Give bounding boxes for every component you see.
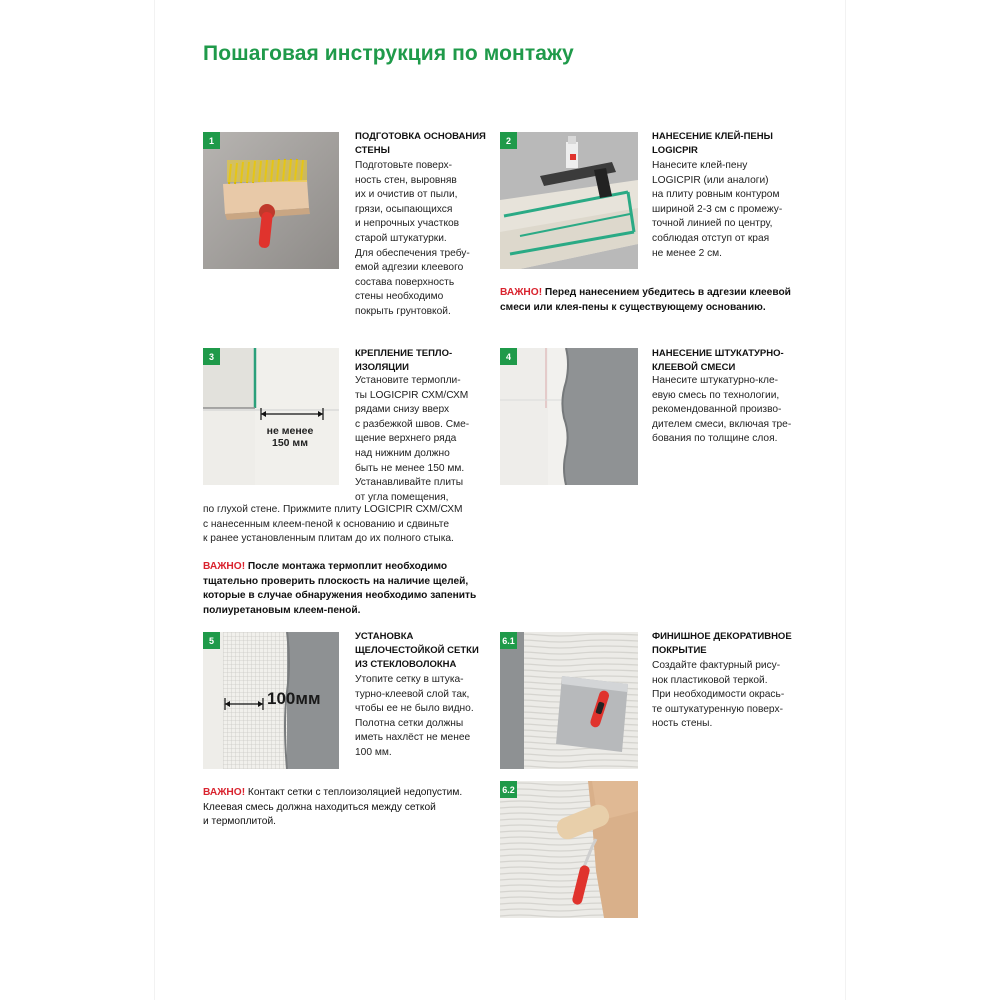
step-3-text: Установите термопли- ты LOGICPIR СХМ/СХМ рядами снизу вверх с разбежкой швов. Сме- щение верхнего ряда над нижним должно быть не менее 150 мм. Устанавливайте плиты от угла помещения, — [355, 375, 470, 503]
step-1-photo — [203, 132, 339, 269]
step-5-badge: 5 — [203, 632, 220, 649]
step-5-text: Утопите сетку в штука- турно-клеевой слой так, чтобы ее не было видно. Полотна сетки должны иметь нахлёст не менее 100 мм. — [355, 674, 474, 758]
step-3-title: КРЕПЛЕНИЕ ТЕПЛО- ИЗОЛЯЦИИ — [355, 348, 453, 373]
foam-gun-icon — [500, 132, 638, 269]
step-6-text: Создайте фактурный рису- нок пластиковой теркой. При необходимости окрась- те оштукатуренную поверх- ность стены. — [652, 660, 785, 730]
step-3-dimension-label: не менее — [266, 425, 314, 437]
insulation-boards-icon — [203, 348, 339, 485]
step-5-dimension-label: 100мм — [267, 689, 321, 708]
warning-label: ВАЖНО! — [500, 287, 543, 298]
step-2-title: НАНЕСЕНИЕ КЛЕЙ-ПЕНЫ LOGICPIR — [652, 131, 773, 156]
step-2-photo — [500, 132, 638, 269]
step-2-warning: ВАЖНО! Перед нанесением убедитесь в адгезии клеевой смеси или клея-пены к существующему основанию. — [500, 287, 791, 313]
step-2-text: Нанесите клей-пену LOGICPIR (или аналоги) на плиту ровным контуром шириной 2-3 см с промежу- точной линией по центру, соблюдая отступ от края не менее 2 см. — [652, 160, 783, 259]
step-4-badge: 4 — [500, 348, 517, 365]
step-6-2-photo — [500, 781, 638, 918]
paint-roller-icon — [500, 781, 638, 918]
svg-text:150 мм: 150 мм — [272, 437, 308, 449]
step-4-text: Нанесите штукатурно-кле- евую смесь по технологии, рекомендованной произво- дителем смеси, включая тре- бования по толщине слоя. — [652, 375, 792, 445]
step-3-warning: ВАЖНО! После монтажа термоплит необходимо тщательно проверить плоскость на наличие щелей, которые в случае обнаружения необходимо запенить полиуретановым клеем-пеной. — [203, 561, 477, 616]
mesh-icon — [203, 632, 339, 769]
plaster-wall-icon — [500, 348, 638, 485]
trowel-icon — [500, 632, 638, 769]
step-5-warning: ВАЖНО! Контакт сетки с теплоизоляцией недопустим. Клеевая смесь должна находиться между сеткой и термоплитой. — [203, 787, 463, 828]
step-5-title: УСТАНОВКА ЩЕЛОЧЕСТОЙКОЙ СЕТКИ ИЗ СТЕКЛОВОЛОКНА — [355, 631, 479, 670]
step-6-title: ФИНИШНОЕ ДЕКОРАТИВНОЕ ПОКРЫТИЕ — [652, 631, 792, 656]
warning-label: ВАЖНО! — [203, 561, 246, 572]
step-2-badge: 2 — [500, 132, 517, 149]
step-3-text-continued: по глухой стене. Прижмите плиту LOGICPIR СХМ/СХМ с нанесенным клеем-пеной к основанию и сдвиньте к ранее установленным плитам до их полного стыка. — [203, 504, 463, 545]
step-6-1-badge: 6.1 — [500, 632, 517, 649]
step-3-photo — [203, 348, 339, 485]
step-6-2-badge: 6.2 — [500, 781, 517, 798]
step-6-1-photo — [500, 632, 638, 769]
step-3-badge: 3 — [203, 348, 220, 365]
step-1-text: Подготовьте поверх- ность стен, выровняв их и очистив от пыли, грязи, осыпающихся и непрочных участков старой штукатурки. Для обеспечения требу- емой адгезии клеевого состава поверхность стены необходимо покрыть грунтовкой. — [355, 160, 470, 317]
step-1-title: ПОДГОТОВКА ОСНОВАНИЯ СТЕНЫ — [355, 131, 486, 156]
step-4-photo — [500, 348, 638, 485]
warning-label: ВАЖНО! — [203, 787, 246, 798]
step-1-badge: 1 — [203, 132, 220, 149]
step-4-title: НАНЕСЕНИЕ ШТУКАТУРНО- КЛЕЕВОЙ СМЕСИ — [652, 348, 784, 373]
brush-icon — [203, 132, 339, 269]
step-5-photo — [203, 632, 339, 769]
page-title: Пошаговая инструкция по монтажу — [203, 42, 574, 65]
